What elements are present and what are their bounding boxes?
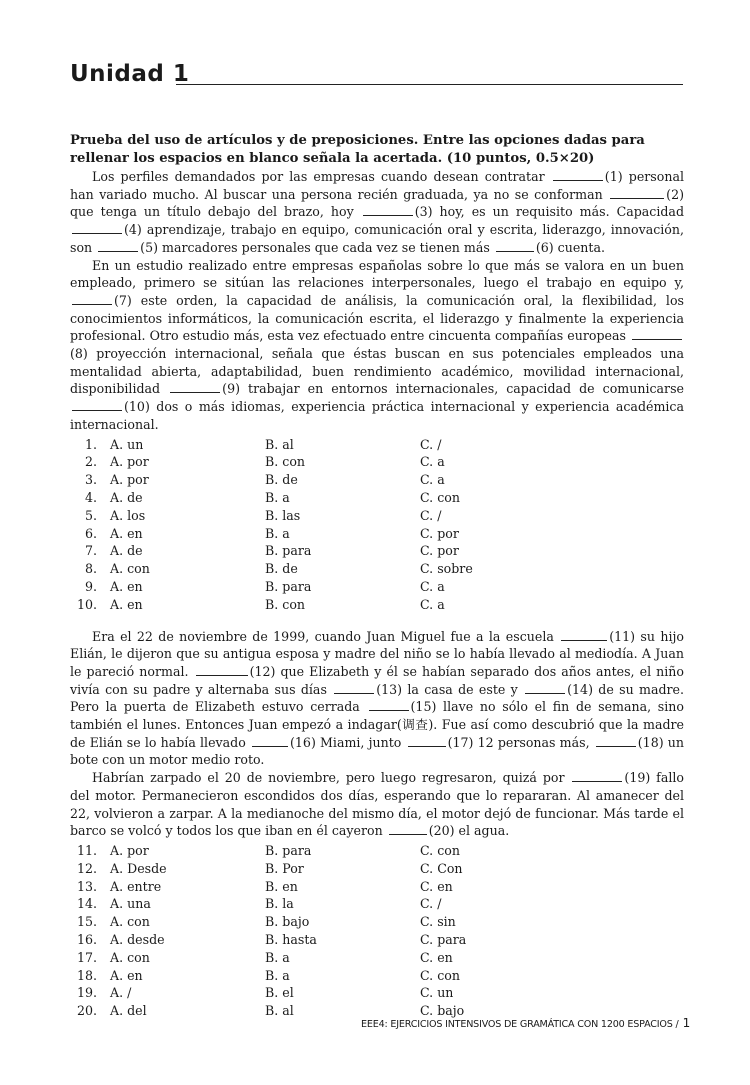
option-b[interactable]: B. con — [265, 454, 306, 470]
option-c[interactable]: C. a — [420, 578, 445, 594]
text-segment: (14) de su madre. Pero la puerta de Elizabeth estuvo cerrada — [70, 681, 685, 715]
option-row — [70, 949, 684, 967]
option-c[interactable]: C. un — [420, 985, 454, 1001]
text-segment: Habrían zarpado el 20 de noviembre, pero luego regresaron, quizá por — [92, 770, 571, 786]
blank-12[interactable] — [196, 664, 248, 676]
option-b[interactable]: B. a — [265, 949, 290, 965]
option-b[interactable]: B. al — [265, 1003, 294, 1019]
option-row — [70, 471, 684, 489]
option-row — [70, 984, 684, 1002]
option-a[interactable]: A. los — [110, 507, 146, 523]
section1-paragraph1 — [70, 168, 684, 257]
question-number: 11. — [76, 842, 97, 858]
blank-13[interactable] — [334, 682, 374, 694]
option-b[interactable]: B. a — [265, 489, 290, 505]
blank-11[interactable] — [561, 629, 607, 641]
option-a[interactable]: A. del — [110, 1003, 147, 1019]
option-a[interactable]: A. desde — [110, 931, 165, 947]
option-b[interactable]: B. de — [265, 472, 298, 488]
blank-5[interactable] — [98, 240, 138, 252]
option-b[interactable]: B. a — [265, 525, 290, 541]
blank-4[interactable] — [72, 222, 122, 234]
option-c[interactable]: C. por — [420, 525, 459, 541]
blank-17[interactable] — [408, 735, 446, 747]
text-segment: (18) un bote con un motor medio roto. — [70, 734, 685, 768]
blank-15[interactable] — [369, 699, 409, 711]
question-number: 18. — [76, 967, 97, 983]
section-gap — [70, 614, 684, 628]
text-segment: (6) cuenta. — [535, 239, 605, 255]
option-c[interactable]: C. / — [420, 507, 442, 523]
option-row — [70, 507, 684, 525]
option-c[interactable]: C. / — [420, 436, 442, 452]
text-segment: (2) que tenga un título debajo del brazo, hoy — [70, 186, 684, 220]
option-a[interactable]: A. entre — [110, 878, 162, 894]
text-segment: (4) aprendizaje, trabajo en equipo, comunicación oral y escrita, liderazgo, innovación, son — [70, 222, 684, 255]
option-b[interactable]: B. de — [265, 561, 298, 577]
option-c[interactable]: C. en — [420, 949, 453, 965]
option-a[interactable]: A. por — [110, 454, 149, 470]
text-segment: (8) proyección internacional, señala que éstas buscan en sus potenciales empleados una mentalidad abierta, adaptabilidad, buen rendimiento académico, movilidad internacional, disponibilidad — [70, 346, 684, 397]
question-number: 6. — [84, 525, 97, 541]
option-b[interactable]: B. con — [265, 596, 306, 612]
unit-title: Unidad 1 — [70, 61, 190, 87]
text-segment: (16) Miami, junto — [290, 734, 406, 750]
text-segment: (11) su hijo Elián, le dijeron que su antigua esposa y madre del niño se lo había llevado al mediodía. A Juan le pareció normal. — [70, 628, 684, 679]
page-number: 1 — [682, 1016, 690, 1030]
option-a[interactable]: A. una — [110, 896, 151, 912]
blank-3[interactable] — [363, 204, 413, 216]
option-a[interactable]: A. de — [110, 543, 143, 559]
option-b[interactable]: B. para — [265, 842, 312, 858]
option-row — [70, 560, 684, 578]
option-c[interactable]: C. a — [420, 596, 445, 612]
option-a[interactable]: A. en — [110, 967, 143, 983]
option-row — [70, 967, 684, 985]
exercise-heading: Prueba del uso de artículos y de preposiciones. Entre las opciones dadas para rellenar los espacios en blanco señala la acertada. (10 puntos, 0.5×20) — [70, 133, 645, 166]
option-row — [70, 842, 684, 860]
option-a[interactable]: A. en — [110, 578, 143, 594]
question-number: 3. — [84, 472, 97, 488]
blank-9[interactable] — [170, 381, 220, 393]
option-row — [70, 596, 684, 614]
text-segment: (17) 12 personas más, — [447, 734, 594, 750]
footer-text: EEE4: EJERCICIOS INTENSIVOS DE GRAMÁTICA CON 1200 ESPACIOS / — [361, 1019, 679, 1030]
option-b[interactable]: B. a — [265, 967, 290, 983]
section2-paragraph1 — [70, 628, 684, 770]
blank-6[interactable] — [496, 240, 534, 252]
option-a[interactable]: A. con — [110, 949, 150, 965]
option-a[interactable]: A. por — [110, 842, 149, 858]
question-number: 19. — [76, 985, 97, 1001]
option-a[interactable]: A. un — [110, 436, 144, 452]
question-number: 2. — [84, 454, 97, 470]
question-number: 17. — [76, 949, 97, 965]
blank-10[interactable] — [72, 399, 122, 411]
option-row — [70, 453, 684, 471]
text-segment: (9) trabajar en entornos internacionales, capacidad de comunicarse — [222, 381, 684, 397]
option-a[interactable]: A. en — [110, 596, 143, 612]
question-number: 9. — [84, 578, 97, 594]
exercise-content — [70, 132, 684, 1020]
question-number: 14. — [76, 896, 97, 912]
question-number: 16. — [76, 931, 97, 947]
option-b[interactable]: B. hasta — [265, 931, 317, 947]
blank-7[interactable] — [72, 293, 112, 305]
text-segment: Los perfiles demandados por las empresas cuando desean contratar — [92, 169, 551, 184]
text-segment: (19) fallo del motor. Permanecieron escondidos dos días, esperando que lo repararan. Al amanecer del 22, volvieron a zarpar. A la medianoche del mismo día, el motor dejó de funcionar. Más tarde el barco se volcó y todos los que iban en él cayeron — [70, 770, 684, 839]
option-b[interactable]: B. Por — [265, 860, 304, 876]
question-number: 15. — [76, 914, 97, 930]
question-number: 8. — [84, 561, 97, 577]
text-segment: En un estudio realizado entre empresas españolas sobre lo que más se valora en un buen empleado, primero se sitúan las relaciones interpersonales, luego el trabajo en equipo y, — [70, 257, 684, 291]
text-segment: (13) la casa de este y — [376, 681, 524, 697]
option-b[interactable]: B. bajo — [265, 914, 310, 930]
option-a[interactable]: A. Desde — [110, 860, 167, 876]
text-segment: (15) llave no sólo el fin de semana, sino también el lunes. Entonces Juan empezó a indagar(调查). Fue así como descubrió que la madre de Elián se lo había llevado — [70, 699, 684, 750]
option-row — [70, 931, 684, 949]
text-segment: (1) personal han variado mucho. Al buscar una persona recién graduada, ya no se conforman — [70, 169, 684, 202]
blank-8[interactable] — [632, 328, 682, 340]
option-b[interactable]: B. en — [265, 878, 298, 894]
question-number: 10. — [76, 596, 97, 612]
option-c[interactable]: C. en — [420, 878, 453, 894]
text-segment: (20) el agua. — [428, 823, 510, 839]
option-c[interactable]: C. Con — [420, 860, 463, 876]
text-segment: (5) marcadores personales que cada vez se tienen más — [140, 239, 494, 255]
option-c[interactable]: C. por — [420, 543, 459, 559]
blank-18[interactable] — [596, 735, 636, 747]
option-a[interactable]: A. de — [110, 489, 143, 505]
option-row — [70, 542, 684, 560]
option-b[interactable]: B. al — [265, 436, 294, 452]
question-number: 20. — [76, 1003, 97, 1019]
option-row — [70, 525, 684, 543]
option-row — [70, 895, 684, 913]
question-number: 1. — [84, 436, 97, 452]
option-b[interactable]: B. para — [265, 543, 312, 559]
option-a[interactable]: A. por — [110, 472, 149, 488]
blank-19[interactable] — [572, 770, 622, 782]
option-c[interactable]: C. bajo — [420, 1003, 465, 1019]
option-b[interactable]: B. las — [265, 507, 301, 523]
text-segment: (3) hoy, es un requisito más. Capacidad — [414, 204, 685, 220]
blank-14[interactable] — [525, 682, 565, 694]
option-c[interactable]: C. para — [420, 931, 467, 947]
option-row — [70, 436, 684, 454]
option-b[interactable]: B. el — [265, 985, 294, 1001]
option-a[interactable]: A. en — [110, 525, 143, 541]
option-c[interactable]: C. / — [420, 896, 442, 912]
option-row — [70, 860, 684, 878]
text-segment: (7) este orden, la capacidad de análisis, la comunicación oral, la flexibilidad, los conocimientos informáticos, la comunicación escrita, el liderazgo y finalmente la experiencia profesional. Otro estudio más, esta vez efectuado entre cincuenta compañías europeas — [70, 292, 684, 344]
blank-16[interactable] — [252, 735, 288, 747]
option-a[interactable]: A. / — [110, 985, 132, 1001]
option-c[interactable]: C. a — [420, 472, 445, 488]
blank-2[interactable] — [610, 187, 664, 199]
option-row — [70, 878, 684, 896]
text-segment: Era el 22 de noviembre de 1999, cuando Juan Miguel fue a la escuela — [92, 628, 560, 644]
option-c[interactable]: C. con — [420, 489, 460, 505]
option-row — [70, 489, 684, 507]
options-list-2 — [70, 842, 684, 1020]
option-c[interactable]: C. con — [420, 842, 460, 858]
option-c[interactable]: C. sobre — [420, 561, 473, 577]
section2-paragraph2 — [70, 769, 684, 840]
option-b[interactable]: B. para — [265, 578, 312, 594]
title-rule — [176, 84, 683, 85]
option-a[interactable]: A. con — [110, 914, 150, 930]
option-c[interactable]: C. sin — [420, 914, 456, 930]
option-row — [70, 578, 684, 596]
options-list-1 — [70, 436, 684, 614]
section1-paragraph2 — [70, 257, 684, 434]
blank-1[interactable] — [553, 169, 603, 181]
question-number: 12. — [76, 860, 97, 876]
text-segment: (12) que Elizabeth y él se habían separado dos años antes, el niño vivía con su padre y alternaba sus días — [70, 663, 684, 697]
option-c[interactable]: C. con — [420, 967, 460, 983]
question-number: 5. — [84, 507, 97, 523]
option-b[interactable]: B. la — [265, 896, 294, 912]
page-footer — [361, 1016, 690, 1030]
question-number: 4. — [84, 489, 97, 505]
text-segment: (10) dos o más idiomas, experiencia práctica internacional y experiencia académica internacional. — [70, 399, 684, 432]
blank-20[interactable] — [389, 823, 427, 835]
question-number: 7. — [84, 543, 97, 559]
question-number: 13. — [76, 878, 97, 894]
option-row — [70, 913, 684, 931]
option-c[interactable]: C. a — [420, 454, 445, 470]
option-a[interactable]: A. con — [110, 561, 150, 577]
